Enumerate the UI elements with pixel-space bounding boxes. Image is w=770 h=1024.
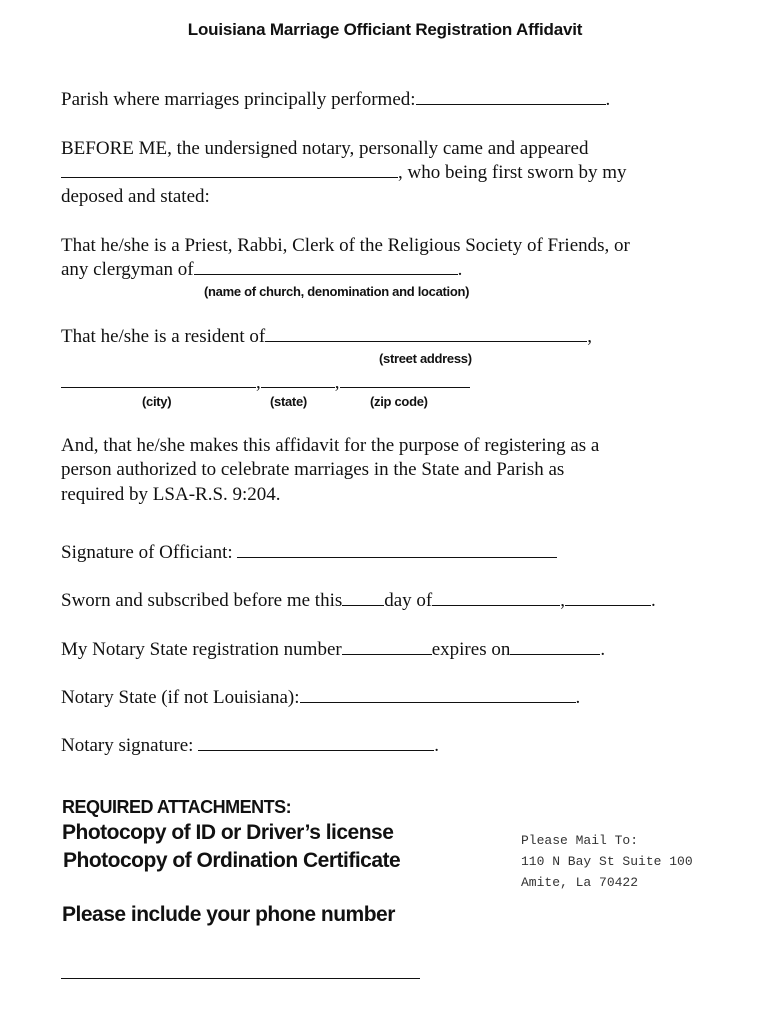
- purpose-line-2: person authorized to celebrate marriages in the State and Parish as: [61, 459, 565, 480]
- parish-end: .: [605, 89, 611, 110]
- notary-state-field[interactable]: [300, 687, 576, 703]
- city-caption: (city): [142, 394, 172, 409]
- state-comma: ,: [334, 372, 340, 393]
- parish-field[interactable]: [416, 89, 606, 105]
- page-title: Louisiana Marriage Officiant Registration Affidavit: [187, 20, 583, 39]
- church-field[interactable]: [194, 259, 458, 275]
- notary-state-row: [61, 687, 580, 709]
- year-field[interactable]: [565, 590, 651, 606]
- before-line-2: , who being first sworn by my: [398, 162, 627, 183]
- notary-signature-field[interactable]: [198, 735, 434, 751]
- before-row-2: [61, 162, 627, 184]
- parish-label: Parish where marriages principally performed:: [61, 89, 416, 110]
- street-address-field[interactable]: [265, 326, 587, 342]
- sworn-row: [61, 590, 656, 612]
- clergy-row-2: [61, 259, 462, 281]
- attachment-ordination: Photocopy of Ordination Certificate: [63, 849, 401, 872]
- sworn-label: Sworn and subscribed before me this: [61, 590, 343, 611]
- notary-sig-end: .: [434, 735, 439, 756]
- expires-label: expires on: [431, 639, 511, 660]
- state-field[interactable]: [261, 372, 335, 388]
- state-caption: (state): [270, 394, 307, 409]
- notary-state-label: Notary State (if not Louisiana):: [61, 687, 300, 708]
- signature-row: [61, 542, 557, 564]
- city-comma: ,: [256, 372, 261, 393]
- resident-end: ,: [587, 326, 592, 347]
- city-state-zip-row: [61, 372, 470, 394]
- notary-signature-row: [61, 735, 439, 757]
- before-line-3: deposed and stated:: [61, 186, 210, 207]
- month-field[interactable]: [432, 590, 560, 606]
- notary-signature-label: Notary signature:: [61, 735, 199, 756]
- day-field[interactable]: [342, 590, 384, 606]
- officiant-signature-field[interactable]: [237, 542, 557, 558]
- zip-field[interactable]: [340, 372, 470, 388]
- street-caption: (street address): [379, 351, 472, 366]
- notary-state-end: .: [575, 687, 581, 708]
- sworn-comma: ,: [560, 590, 566, 611]
- registration-number-field[interactable]: [342, 639, 432, 655]
- attachment-id: Photocopy of ID or Driver’s license: [62, 821, 394, 844]
- clergy-end: .: [457, 259, 463, 280]
- resident-row: [61, 326, 592, 348]
- clergy-line-1: That he/she is a Priest, Rabbi, Clerk of the Religious Society of Friends, or: [61, 235, 630, 256]
- sworn-end: .: [651, 590, 656, 611]
- day-of-label: day of: [384, 590, 433, 611]
- resident-label: That he/she is a resident of: [61, 326, 266, 347]
- phone-instruction: Please include your phone number: [62, 903, 395, 926]
- parish-row: [61, 89, 610, 111]
- purpose-line-3: required by LSA-R.S. 9:204.: [61, 484, 281, 505]
- signature-label: Signature of Officiant:: [61, 542, 238, 563]
- notary-registration-label: My Notary State registration number: [61, 639, 342, 660]
- city-field[interactable]: [61, 372, 256, 388]
- before-line-1: BEFORE ME, the undersigned notary, personally came and appeared: [61, 138, 589, 159]
- notary-reg-end: .: [600, 639, 606, 660]
- purpose-line-1: And, that he/she makes this affidavit for the purpose of registering as a: [61, 435, 600, 456]
- affiant-name-field[interactable]: [61, 162, 398, 178]
- notary-registration-row: [61, 639, 605, 661]
- zip-caption: (zip code): [370, 394, 428, 409]
- clergy-line-2: any clergyman of: [61, 259, 194, 280]
- expiry-date-field[interactable]: [510, 639, 600, 655]
- attachments-heading: REQUIRED ATTACHMENTS:: [62, 797, 292, 817]
- church-caption: (name of church, denomination and location): [204, 284, 470, 299]
- mail-address-line-1: 110 N Bay St Suite 100: [521, 854, 693, 869]
- mail-address-line-2: Amite, La 70422: [521, 875, 639, 890]
- mail-to-label: Please Mail To:: [521, 833, 639, 848]
- phone-number-field[interactable]: [61, 964, 420, 979]
